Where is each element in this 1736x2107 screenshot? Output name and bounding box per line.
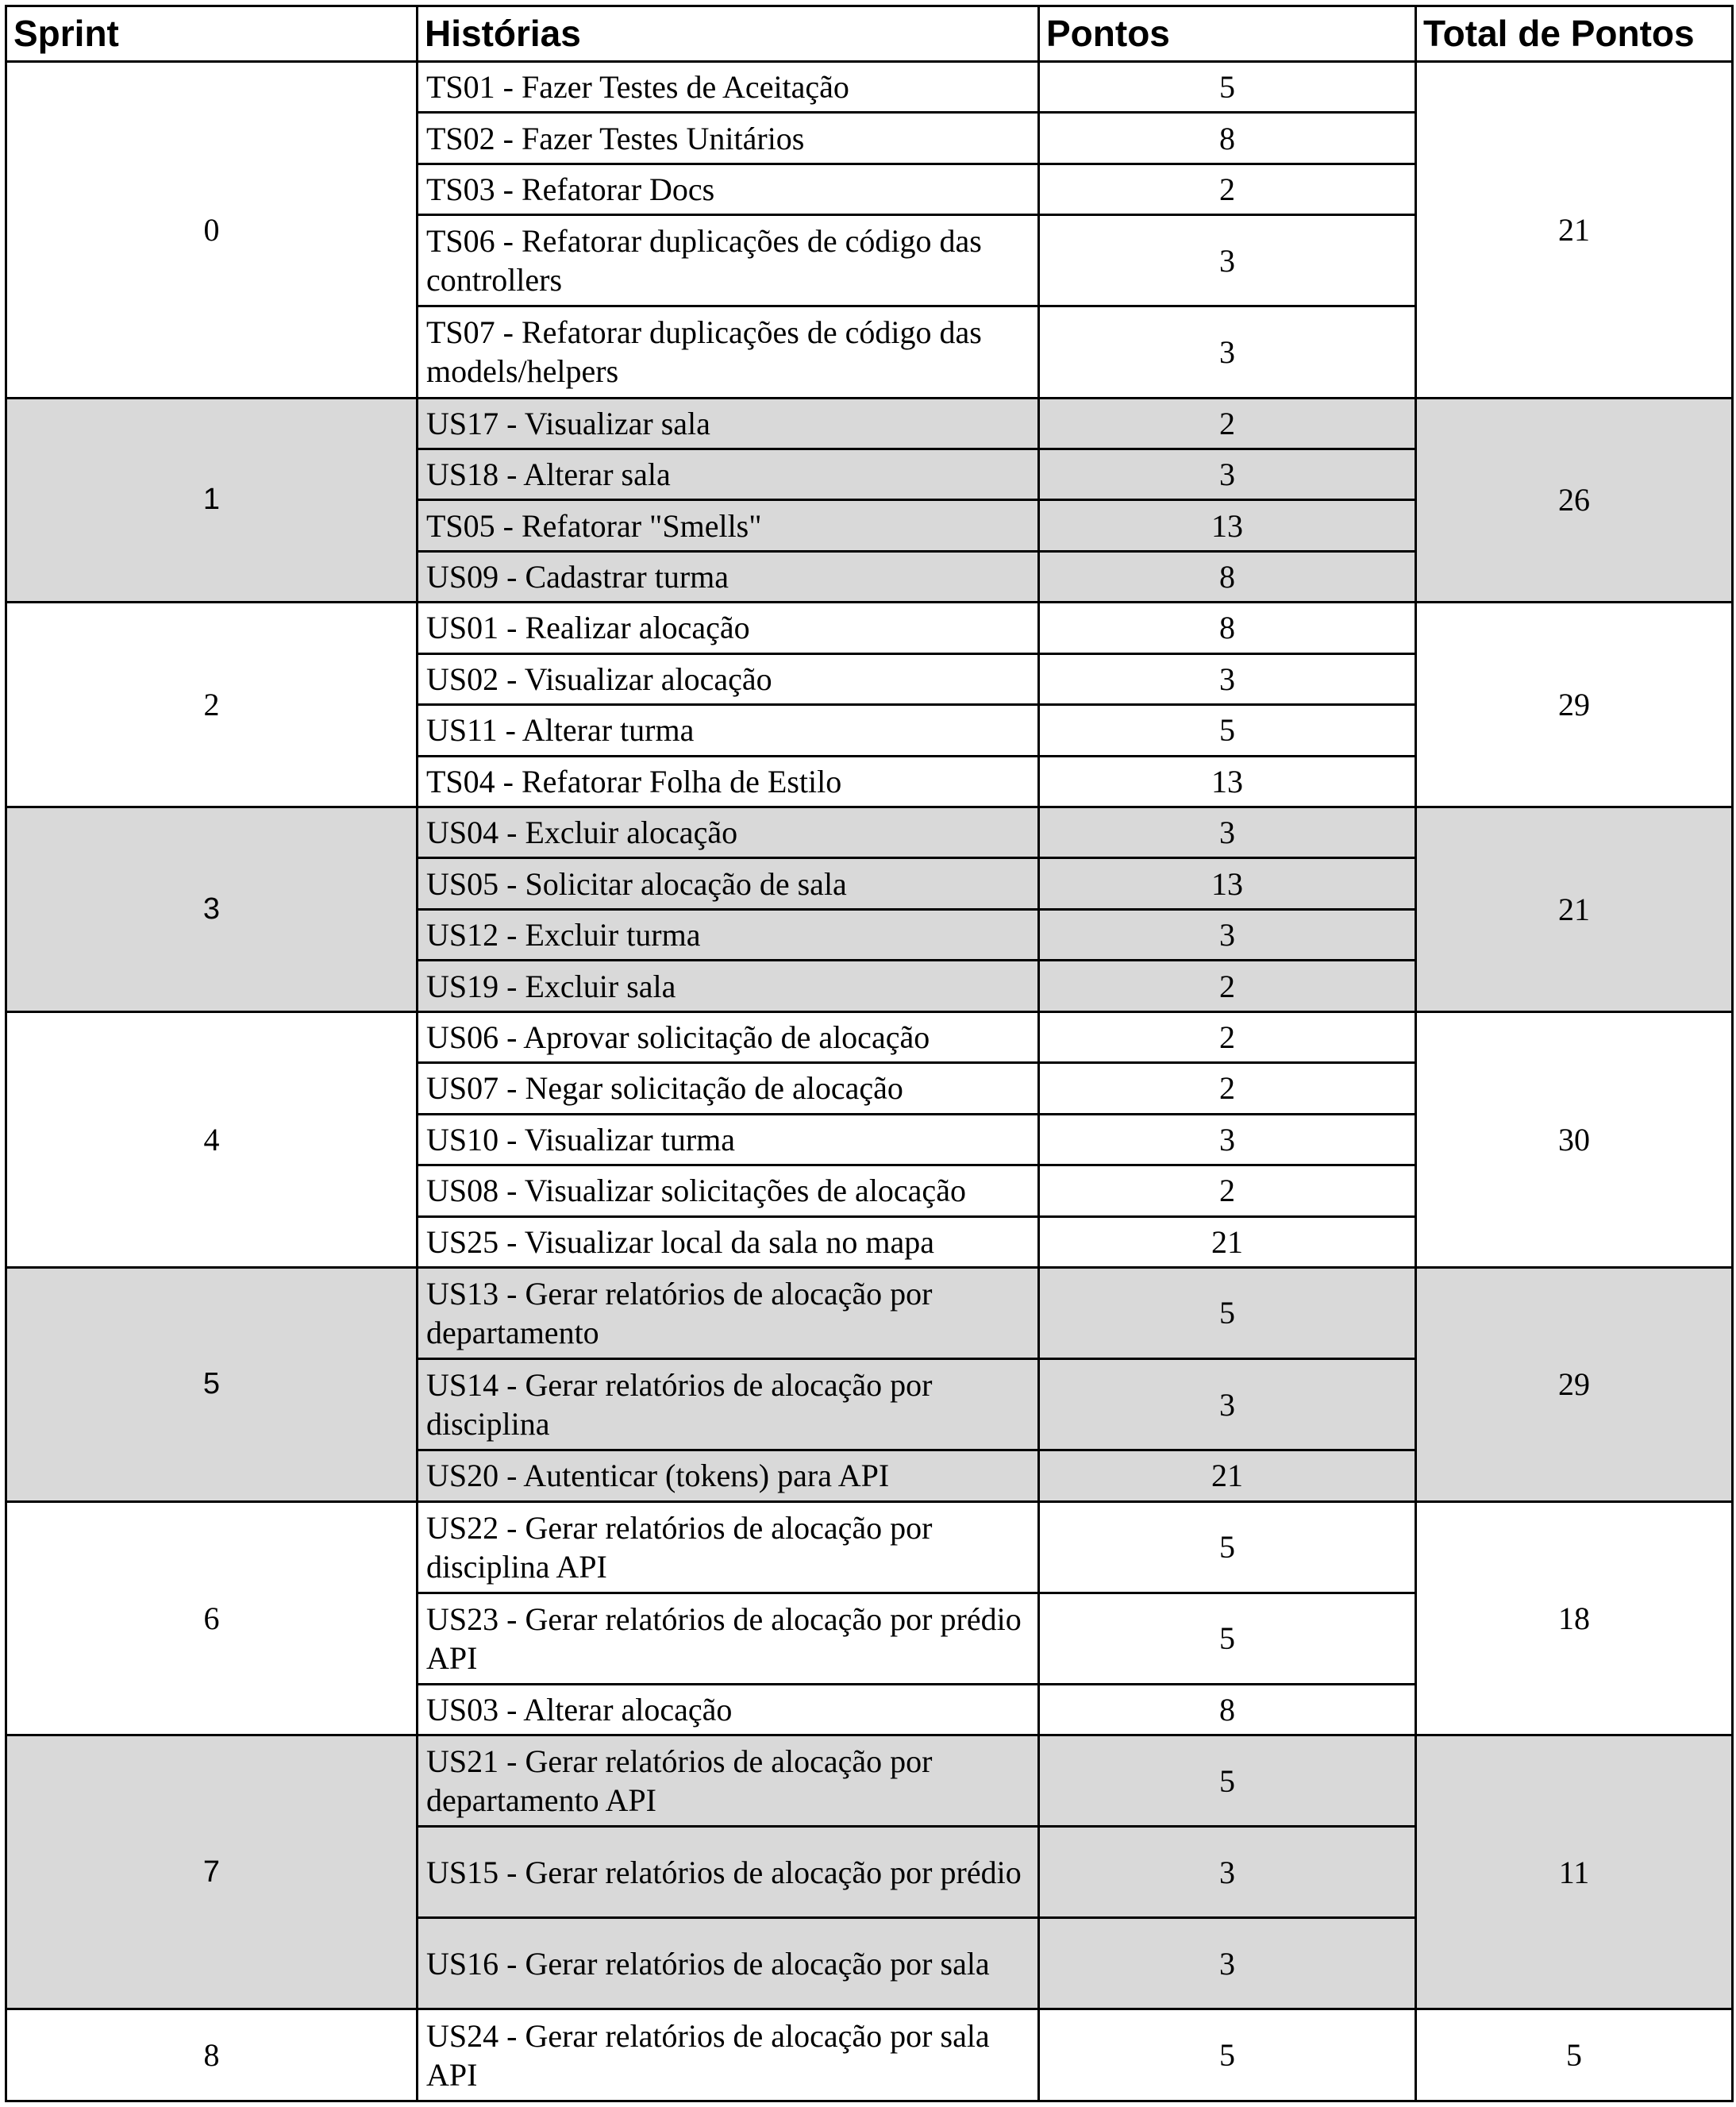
story-title: US15 - Gerar relatórios de alocação por prédio	[418, 1827, 1039, 1918]
story-points: 21	[1039, 1216, 1416, 1267]
story-points: 13	[1039, 858, 1416, 909]
story-points: 13	[1039, 756, 1416, 807]
story-points: 13	[1039, 500, 1416, 551]
table-row	[6, 398, 1733, 449]
sprint-total: 21	[1416, 807, 1733, 1012]
story-title: TS04 - Refatorar Folha de Estilo	[418, 756, 1039, 807]
story-points: 5	[1039, 1267, 1416, 1358]
story-title: US13 - Gerar relatórios de alocação por departamento	[418, 1267, 1039, 1358]
story-points: 5	[1039, 1593, 1416, 1684]
sprint-number: 8	[6, 2009, 418, 2101]
story-points: 8	[1039, 113, 1416, 164]
story-points: 3	[1039, 449, 1416, 499]
story-points: 8	[1039, 603, 1416, 653]
story-title: US07 - Negar solicitação de alocação	[418, 1063, 1039, 1114]
sprint-number: 0	[6, 62, 418, 399]
story-title: US10 - Visualizar turma	[418, 1114, 1039, 1165]
story-points: 8	[1039, 1684, 1416, 1735]
sprint-total: 11	[1416, 1735, 1733, 2009]
story-title: TS03 - Refatorar Docs	[418, 164, 1039, 214]
story-points: 3	[1039, 306, 1416, 398]
story-points: 2	[1039, 1165, 1416, 1216]
story-points: 3	[1039, 1114, 1416, 1165]
story-title: US09 - Cadastrar turma	[418, 551, 1039, 602]
table-row	[6, 1011, 1733, 1062]
table-row	[6, 1501, 1733, 1593]
sprint-number: 6	[6, 1501, 418, 1735]
story-title: TS02 - Fazer Testes Unitários	[418, 113, 1039, 164]
story-title: US22 - Gerar relatórios de alocação por disciplina API	[418, 1501, 1039, 1593]
story-points: 3	[1039, 215, 1416, 306]
story-points: 2	[1039, 961, 1416, 1011]
story-points: 2	[1039, 1063, 1416, 1114]
table-row	[6, 1267, 1733, 1358]
sprint-total: 21	[1416, 62, 1733, 399]
table-row	[6, 807, 1733, 858]
story-points: 5	[1039, 1735, 1416, 1827]
header-total: Total de Pontos	[1416, 6, 1733, 62]
sprint-table	[5, 5, 1734, 2102]
story-title: TS05 - Refatorar "Smells"	[418, 500, 1039, 551]
story-title: US24 - Gerar relatórios de alocação por sala API	[418, 2009, 1039, 2101]
table-row	[6, 603, 1733, 653]
sprint-total: 29	[1416, 603, 1733, 807]
story-title: US21 - Gerar relatórios de alocação por departamento API	[418, 1735, 1039, 1827]
story-points: 3	[1039, 909, 1416, 960]
sprint-number: 7	[6, 1735, 418, 2009]
sprint-number: 5	[6, 1267, 418, 1501]
sprint-number: 2	[6, 603, 418, 807]
story-points: 3	[1039, 1827, 1416, 1918]
story-points: 5	[1039, 62, 1416, 113]
story-title: US08 - Visualizar solicitações de alocação	[418, 1165, 1039, 1216]
story-points: 5	[1039, 705, 1416, 756]
story-title: TS06 - Refatorar duplicações de código das controllers	[418, 215, 1039, 306]
table-row	[6, 1735, 1733, 1827]
sprint-total: 18	[1416, 1501, 1733, 1735]
story-points: 8	[1039, 551, 1416, 602]
sprint-total: 29	[1416, 1267, 1733, 1501]
story-title: US12 - Excluir turma	[418, 909, 1039, 960]
story-points: 5	[1039, 2009, 1416, 2101]
story-title: US11 - Alterar turma	[418, 705, 1039, 756]
story-points: 3	[1039, 807, 1416, 858]
story-points: 3	[1039, 1359, 1416, 1450]
table-row	[6, 2009, 1733, 2101]
sprint-number: 3	[6, 807, 418, 1012]
story-title: US20 - Autenticar (tokens) para API	[418, 1450, 1039, 1501]
header-stories: Histórias	[418, 6, 1039, 62]
sprint-total: 5	[1416, 2009, 1733, 2101]
story-points: 2	[1039, 398, 1416, 449]
story-title: US03 - Alterar alocação	[418, 1684, 1039, 1735]
story-title: US19 - Excluir sala	[418, 961, 1039, 1011]
story-points: 2	[1039, 164, 1416, 214]
story-points: 3	[1039, 1918, 1416, 2009]
story-title: US14 - Gerar relatórios de alocação por disciplina	[418, 1359, 1039, 1450]
story-points: 2	[1039, 1011, 1416, 1062]
story-title: US18 - Alterar sala	[418, 449, 1039, 499]
story-title: US06 - Aprovar solicitação de alocação	[418, 1011, 1039, 1062]
sprint-total: 30	[1416, 1011, 1733, 1267]
sprint-number: 4	[6, 1011, 418, 1267]
story-title: US17 - Visualizar sala	[418, 398, 1039, 449]
header-points: Pontos	[1039, 6, 1416, 62]
story-title: US16 - Gerar relatórios de alocação por sala	[418, 1918, 1039, 2009]
table-row	[6, 62, 1733, 113]
header-sprint: Sprint	[6, 6, 418, 62]
story-title: US01 - Realizar alocação	[418, 603, 1039, 653]
story-title: US25 - Visualizar local da sala no mapa	[418, 1216, 1039, 1267]
story-title: TS01 - Fazer Testes de Aceitação	[418, 62, 1039, 113]
sprint-number: 1	[6, 398, 418, 603]
story-points: 21	[1039, 1450, 1416, 1501]
sprint-total: 26	[1416, 398, 1733, 603]
story-title: US23 - Gerar relatórios de alocação por prédio API	[418, 1593, 1039, 1684]
story-title: US02 - Visualizar alocação	[418, 653, 1039, 704]
story-title: US04 - Excluir alocação	[418, 807, 1039, 858]
header-row	[6, 6, 1733, 62]
story-title: US05 - Solicitar alocação de sala	[418, 858, 1039, 909]
story-points: 3	[1039, 653, 1416, 704]
story-title: TS07 - Refatorar duplicações de código das models/helpers	[418, 306, 1039, 398]
story-points: 5	[1039, 1501, 1416, 1593]
